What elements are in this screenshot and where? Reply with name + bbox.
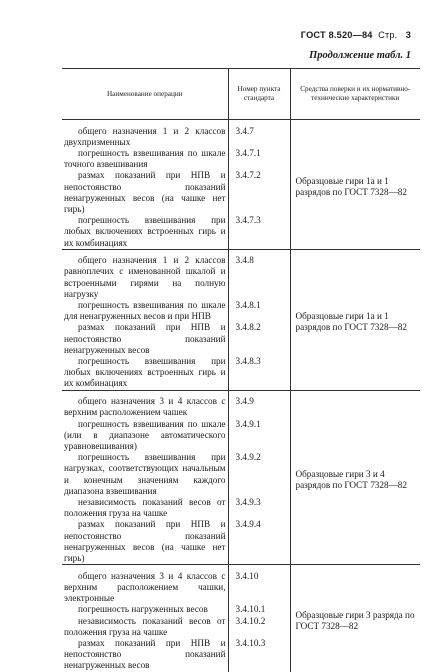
clause-number: 3.4.7.1 <box>235 147 261 158</box>
operation-text: погрешность взвешивания при любых включениях встроенных гирь и их комбинациях <box>64 356 226 389</box>
clause-number: 3.4.10.1 <box>235 604 266 615</box>
page-label: Стр. <box>378 30 398 40</box>
table-row <box>62 571 420 605</box>
standard-code: ГОСТ 8.520—84 <box>300 30 373 40</box>
clause-number: 3.4.7.3 <box>235 215 261 226</box>
clause-number: 3.4.9 <box>235 396 254 407</box>
clause-number: 3.4.7 <box>235 125 254 136</box>
table-row <box>62 396 420 418</box>
page-number: 3 <box>405 30 411 40</box>
operation-text: погрешность взвешивания при нагрузках, соответствующих начальным и конечным значениям каждого диапазона взвешивания <box>64 452 226 496</box>
operation-text: общего назначения 3 и 4 классов с верхним расположением чашек <box>64 396 226 418</box>
clause-number: 3.4.8.2 <box>235 322 261 333</box>
operations-table <box>62 68 420 672</box>
clause-number: 3.4.8 <box>235 255 254 266</box>
operation-text: погрешность нагруженных весов <box>78 604 208 615</box>
operation-text: размах показаний при НПВ и непостоянство показаний ненагруженных весов (на чашке нет гирь) <box>64 170 226 214</box>
operation-text: общего назначения 1 и 2 классов двухпризменных <box>64 125 226 147</box>
column-header-operation: Наименование операции <box>62 69 228 120</box>
verification-means: Образцовые гири 3 разряда по ГОСТ 7328—82 <box>295 609 415 632</box>
clause-number: 3.4.9.1 <box>235 418 261 429</box>
clause-number: 3.4.10 <box>235 570 259 581</box>
operation-text: размах показаний при НПВ и непостоянство показаний ненагруженных весов (на чашке нет гирь) <box>64 519 226 564</box>
table-continuation-caption: Продолжение табл. 1 <box>309 50 411 61</box>
column-header-clause: Номер пункта стандарта <box>228 69 290 120</box>
table-row <box>62 126 420 148</box>
clause-number: 3.4.7.2 <box>235 170 261 181</box>
clause-number: 3.4.9.3 <box>235 497 261 507</box>
operation-text: погрешность взвешивания по шкале (или в диапазоне автоматического уравновешивания) <box>64 418 226 451</box>
clause-number: 3.4.10.2 <box>235 615 266 626</box>
operation-text: независимость показаний весов от положения груза на чашке <box>64 497 226 519</box>
clause-number: 3.4.9.2 <box>235 452 261 463</box>
verification-means: Образцовые гири 1а и 1 разрядов по ГОСТ 7328—82 <box>295 175 407 198</box>
clause-number: 3.4.10.3 <box>235 637 266 648</box>
table-row <box>62 255 420 300</box>
operation-text: независимость показаний весов от положения груза на чашке <box>64 615 226 637</box>
operation-text: размах показаний при НПВ и непостоянство показаний ненагруженных весов <box>64 322 226 355</box>
clause-number: 3.4.8.1 <box>235 300 261 311</box>
operation-text: погрешность взвешивания по шкале для ненагруженных весов и при НПВ <box>64 300 226 322</box>
column-header-means: Средства поверки и их нормативно-технические характеристики <box>290 69 420 120</box>
clause-number: 3.4.8.3 <box>235 356 261 367</box>
operation-text: погрешность взвешивания по шкале точного взвешивания <box>64 147 226 170</box>
table-header-row <box>62 69 420 120</box>
clause-number: 3.4.9.4 <box>235 519 261 530</box>
operation-text: общего назначения 3 и 4 классов с верхним расположением чашки, электронные <box>64 570 226 604</box>
page-header <box>301 30 411 40</box>
operation-text: погрешность взвешивания при любых включениях встроенных гирь и их комбинациях <box>64 215 226 248</box>
operation-text: общего назначения 1 и 2 классов равноплечих с именованной шкалой и встроенными гирями на полную нагрузку <box>64 255 226 299</box>
verification-means: Образцовые гири 3 и 4 разрядов по ГОСТ 7328—82 <box>295 468 407 491</box>
operation-text: размах показаний при НПВ и непостоянство показаний ненагруженных весов <box>64 637 226 671</box>
verification-means: Образцовые гири 1а и 1 разрядов по ГОСТ 7328—82 <box>295 311 407 333</box>
